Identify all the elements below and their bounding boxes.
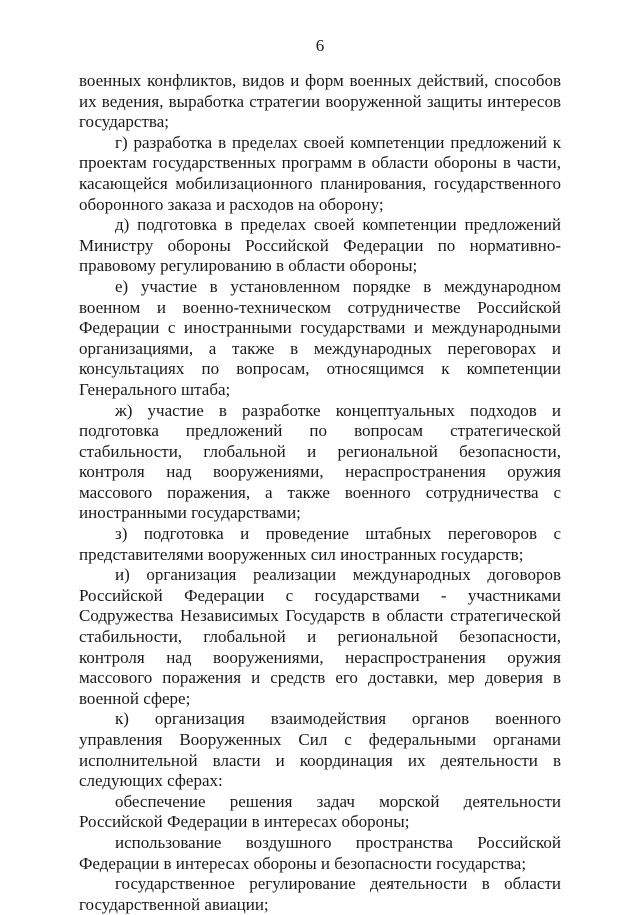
paragraph-d: д) подготовка в пределах своей компетенции предложений Министру обороны Российской Федерации по нормативно-правовому регулированию в области обороны; (79, 215, 561, 276)
paragraph-zh: ж) участие в разработке концептуальных подходов и подготовка предложений по вопросам стратегической стабильности, глобальной и региональной безопасности, контроля над вооружениями, нераспространения оружия массового поражения, а также военного сотрудничества с иностранными государствами; (79, 400, 561, 523)
paragraph-g: г) разработка в пределах своей компетенции предложений к проектам государственных программ в области обороны в части, касающейся мобилизационного планирования, государственного оборонного заказа и расходов на оборону; (79, 132, 561, 214)
paragraph-z: з) подготовка и проведение штабных переговоров с представителями вооруженных сил иностранных государств; (79, 524, 561, 564)
paragraph-k-sphere-aviation: государственное регулирование деятельности в области государственной авиации; (79, 874, 561, 914)
paragraph-k-sphere-airspace: использование воздушного пространства Российской Федерации в интересах обороны и безопасности государства; (79, 832, 561, 873)
paragraph-e: е) участие в установленном порядке в международном военном и военно-техническом сотрудничестве Российской Федерации с иностранными государствами и международными организациями, а также в международных переговорах и консультациях по вопросам, относящимся к компетенции Генерального штаба; (79, 276, 561, 399)
document-body (79, 71, 561, 915)
paragraph-i: и) организация реализации международных договоров Российской Федерации с государствами - участниками Содружества Независимых Государств в области стратегической стабильности, глобальной и региональной безопасности, контроля над вооружениями, нераспространения оружия массового поражения и средств его доставки, мер доверия в военной сфере; (79, 565, 561, 708)
paragraph-k-sphere-maritime: обеспечение решения задач морской деятельности Российской Федерации в интересах обороны; (79, 791, 561, 832)
paragraph-continuation: военных конфликтов, видов и форм военных действий, способов их ведения, выработка стратегии вооруженной защиты интересов государства; (79, 71, 561, 132)
paragraph-k: к) организация взаимодействия органов военного управления Вооруженных Сил с федеральными органами исполнительной власти и координация их деятельности в следующих сферах: (79, 709, 561, 791)
page-number: 6 (315, 36, 325, 55)
